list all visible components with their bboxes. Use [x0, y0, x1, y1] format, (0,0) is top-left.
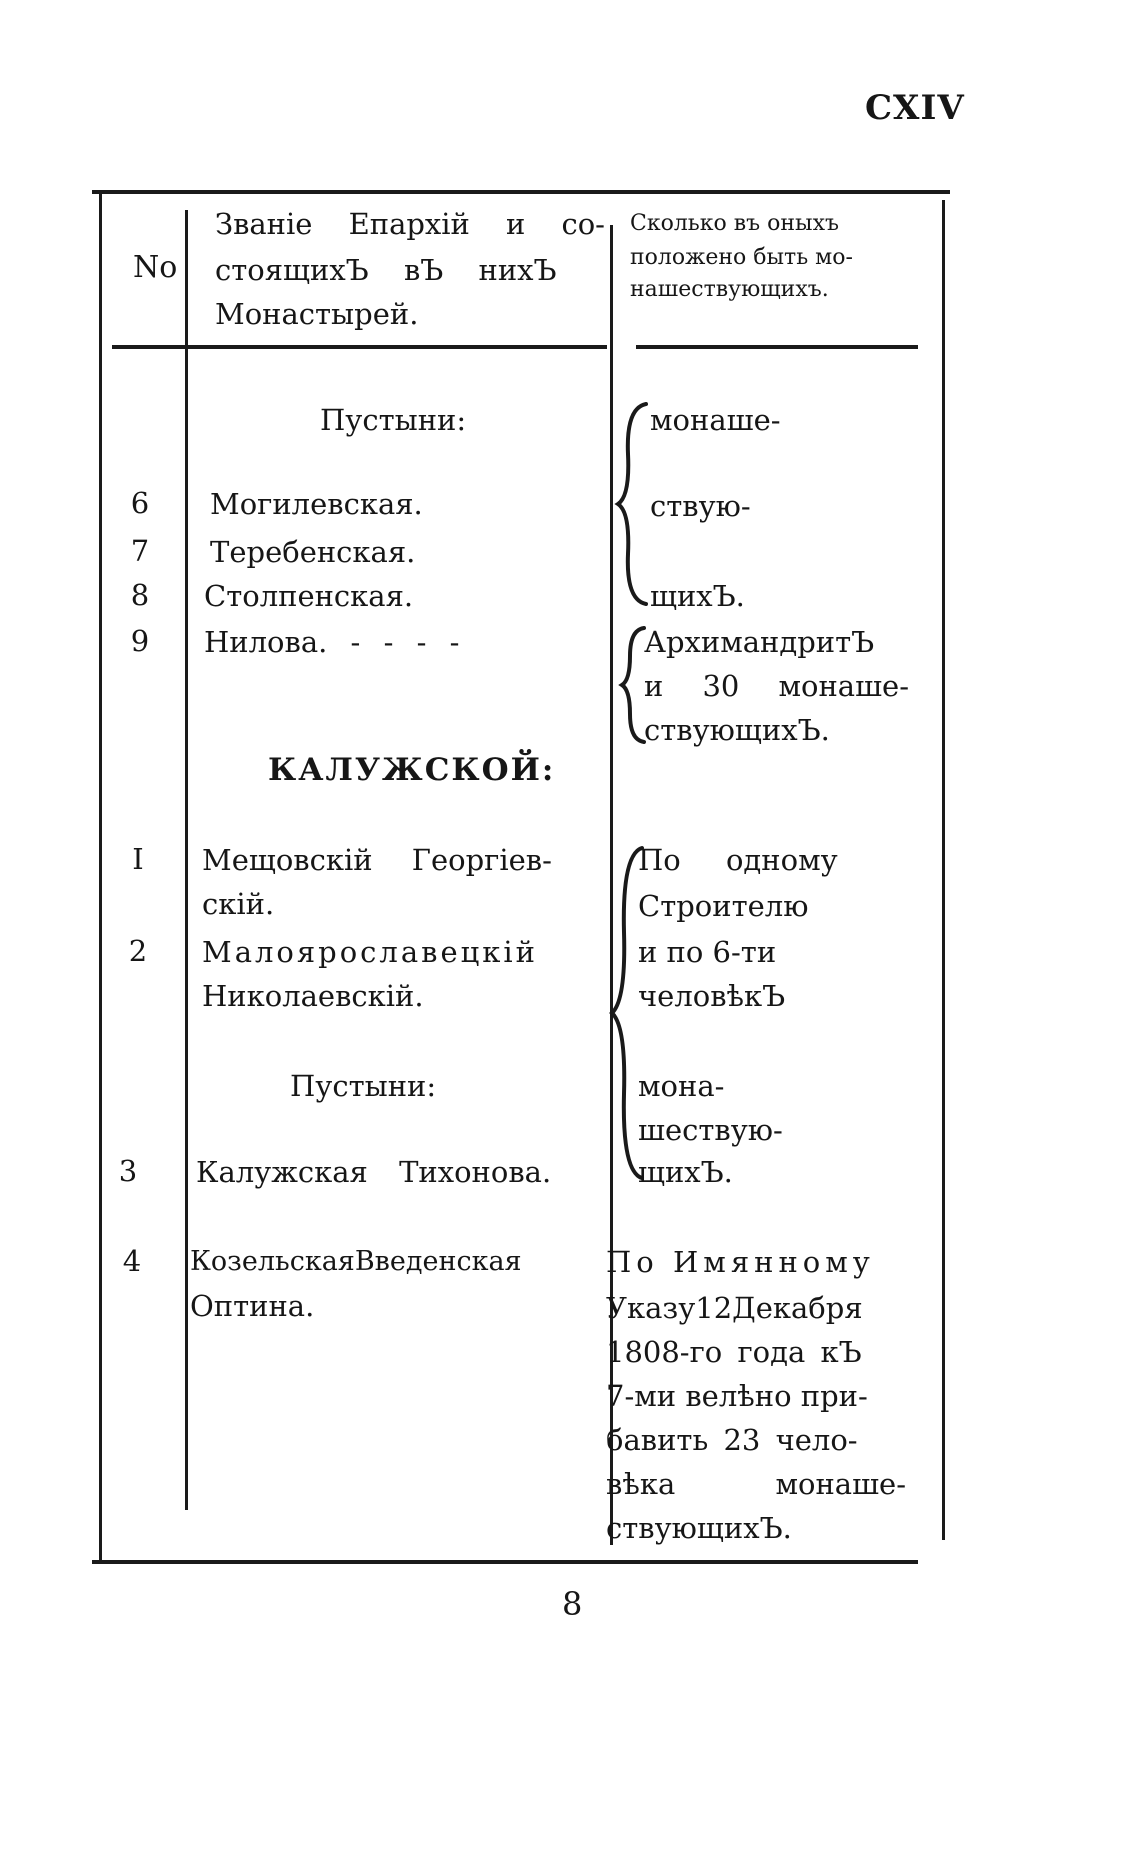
- count-text: 1808-го года кЪ: [606, 1335, 862, 1369]
- section-heading-kaluzhskoy: КАЛУЖСКОЙ:: [268, 752, 556, 788]
- row-name: Оптина.: [190, 1289, 315, 1323]
- row-number: 7: [130, 534, 150, 568]
- word: вѣка: [606, 1467, 676, 1501]
- count-text: Строителю: [638, 889, 809, 923]
- row-name: Николаевскій.: [202, 979, 424, 1013]
- header-title-line-3: Монастырей.: [215, 297, 419, 331]
- row-name: Могилевская.: [210, 487, 423, 521]
- table-right-border: [942, 200, 945, 1540]
- row-name: Нилова. - - - -: [204, 625, 460, 659]
- row-number: 8: [130, 578, 150, 612]
- table-left-border: [99, 190, 102, 1560]
- table-top-rule: [92, 190, 950, 194]
- brace-group-a: [612, 398, 652, 610]
- row-number: I: [132, 842, 144, 876]
- header-count-line-2: положено быть мо-: [630, 245, 853, 270]
- row-name: Столпенская.: [204, 579, 414, 613]
- table-bottom-rule: [92, 1560, 918, 1564]
- section-heading-pustyni: Пустыни:: [290, 1069, 437, 1103]
- row-name: КозельскаяВведенская: [190, 1246, 522, 1277]
- word: и: [644, 669, 664, 703]
- header-title-line-2: стоящихЪ вЪ нихЪ: [215, 253, 557, 287]
- count-text: человѣкЪ: [638, 979, 786, 1013]
- header-title-line-1: [215, 206, 605, 242]
- row-number: 9: [130, 624, 150, 658]
- page-roman-number: CXIV: [865, 88, 965, 128]
- count-text: АрхимандритЪ: [644, 625, 875, 659]
- row-name: скій.: [202, 887, 275, 921]
- header-count-line-1: Сколько въ оныхъ: [630, 211, 839, 236]
- count-text: мона-: [638, 1069, 725, 1103]
- word: 30: [702, 669, 740, 703]
- header-count-line-3: нашествующихъ.: [630, 277, 829, 302]
- count-text: 7-ми велѣно при-: [606, 1379, 868, 1413]
- row-name: Теребенская.: [210, 535, 416, 569]
- page-footer-number: 8: [562, 1585, 583, 1623]
- count-text: ствующихЪ.: [606, 1511, 792, 1545]
- word: монаше-: [778, 669, 909, 703]
- count-text: бавить 23 чело-: [606, 1423, 858, 1457]
- column-divider-1: [185, 210, 188, 1510]
- count-text: По Имянному: [606, 1245, 875, 1279]
- row-number: 3: [118, 1154, 138, 1188]
- count-text: ствующихЪ.: [644, 713, 830, 747]
- count-text: [606, 1466, 906, 1502]
- count-text: монаше-: [650, 403, 781, 437]
- row-name: Мещовскій Георгіев-: [202, 843, 552, 877]
- row-number: 4: [122, 1244, 142, 1278]
- section-heading-pustyni: Пустыни:: [320, 403, 467, 437]
- row-number: 6: [130, 486, 150, 520]
- count-text: [644, 668, 909, 704]
- header-no: No: [133, 250, 178, 285]
- row-name: Калужская Тихонова.: [196, 1155, 552, 1189]
- count-text: Указу12Декабря: [606, 1291, 863, 1325]
- word: монаше-: [775, 1467, 906, 1501]
- count-text: щихЪ.: [638, 1155, 733, 1189]
- count-text: щихЪ.: [650, 579, 745, 613]
- count-text: и по 6-ти: [638, 935, 777, 969]
- count-text: ствую-: [650, 489, 751, 523]
- count-text: шествую-: [638, 1113, 783, 1147]
- count-text: По одному: [638, 843, 838, 877]
- word: Епархій: [348, 207, 470, 241]
- word: Званіе: [215, 207, 313, 241]
- header-bottom-rule-right: [636, 345, 918, 349]
- row-name: Малоярославецкій: [202, 935, 539, 969]
- word: со-: [561, 207, 605, 241]
- row-number: 2: [128, 934, 148, 968]
- word: и: [506, 207, 526, 241]
